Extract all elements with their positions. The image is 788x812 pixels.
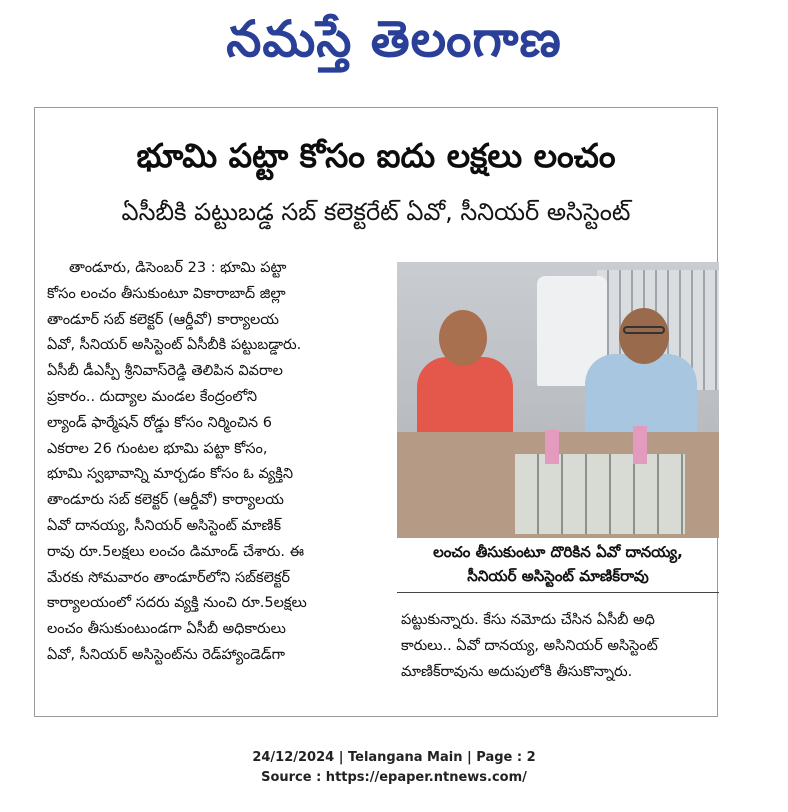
news-clipping bbox=[34, 107, 718, 717]
photo-caption bbox=[397, 540, 719, 588]
continuation-line: కారులు.. ఏవో దానయ్య, అసినియర్ అసిస్టెంట్ bbox=[401, 637, 658, 654]
caption-line: సీనియర్ అసిస్టెంట్ మాణిక్‌రావు bbox=[467, 567, 649, 585]
continuation-line: మాణిక్‌రావును అదుపులోకి తీసుకొన్నారు. bbox=[401, 663, 633, 680]
body-line: తాండూరు, డిసెంబర్ 23 : భూమి పట్టా bbox=[69, 260, 287, 276]
newspaper-logo: నమస్తే తెలంగాణ bbox=[226, 9, 562, 68]
headline: భూమి పట్టా కోసం ఐదు లక్షలు లంచం bbox=[136, 136, 616, 175]
body-line: కార్యాలయంలో సదరు వ్యక్తి నుంచి రూ.5లక్షలు bbox=[47, 595, 307, 612]
body-line: ఏవో, సీనియర్ అసిస్టెంట్‌ను రెడ్‌హ్యాండెడ్‌గా bbox=[47, 646, 285, 663]
body-line: భూమి స్వభావాన్ని మార్చడం కోసం ఓ వ్యక్తిని bbox=[47, 466, 294, 483]
continuation-line: పట్టుకున్నారు. కేసు నమోదు చేసిన ఏసీబీ అధి bbox=[401, 612, 655, 628]
news-photo bbox=[397, 262, 719, 538]
photo-person-right-head bbox=[619, 308, 669, 364]
body-line: తాండూరు సబ్ కలెక్టర్ (ఆర్డీవో) కార్యాలయ bbox=[47, 492, 284, 509]
body-line: ఏవో, సీనియర్ అసిస్టెంట్ ఏసీబీకి పట్టుబడ్డారు. bbox=[47, 337, 302, 354]
caption-divider bbox=[397, 592, 719, 593]
footer-source: Source : https://epaper.ntnews.com/ bbox=[261, 770, 527, 785]
subheadline: ఏసీబీకి పట్టుబడ్డ సబ్ కలెక్టరేట్ ఏవో, సీనియర్ అసిస్టెంట్ bbox=[121, 198, 631, 226]
photo-person-left-head bbox=[439, 310, 487, 366]
masthead bbox=[0, 0, 788, 90]
body-line: కోసం లంచం తీసుకుంటూ వికారాబాద్ జిల్లా bbox=[47, 285, 286, 302]
photo-glasses bbox=[623, 326, 665, 334]
caption-line: లంచం తీసుకుంటూ దొరికిన ఏవో దానయ్య, bbox=[433, 543, 683, 561]
photo-glass bbox=[545, 430, 559, 464]
body-line: ఏవో దానయ్య, సీనియర్ అసిస్టెంట్ మాణిక్ bbox=[47, 517, 282, 534]
article-continuation bbox=[401, 608, 713, 685]
body-line: రావు రూ.5లక్షలు లంచం డిమాండ్ చేశారు. ఈ bbox=[47, 543, 305, 560]
photo-glass bbox=[633, 426, 647, 464]
footer bbox=[0, 748, 788, 788]
body-line: ల్యాండ్ ఫార్మేషన్ రోడ్డు కోసం నిర్మించిన 6 bbox=[47, 414, 272, 431]
body-line: మేరకు సోమవారం తాండూర్‌లోని సబ్‌కలెక్టర్ bbox=[47, 569, 291, 586]
article-body bbox=[47, 256, 393, 669]
body-line: ఏసీబీ డీఎస్పీ శ్రీనివాస్‌రెడ్డి తెలిపిన వివరాల bbox=[47, 363, 283, 380]
body-line: తాండూర్ సబ్ కలెక్టర్ (ఆర్డీవో) కార్యాలయ bbox=[47, 311, 279, 328]
body-line: లంచం తీసుకుంటుండగా ఏసీబీ అధికారులు bbox=[47, 621, 286, 638]
photo-cash-bundles bbox=[515, 454, 685, 534]
footer-date-edition: 24/12/2024 | Telangana Main | Page : 2 bbox=[252, 750, 536, 765]
body-line: ఎకరాల 26 గుంటల భూమి పట్టా కోసం, bbox=[47, 440, 268, 457]
body-line: ప్రకారం.. దుద్యాల మండల కేంద్రంలోని bbox=[47, 388, 258, 405]
